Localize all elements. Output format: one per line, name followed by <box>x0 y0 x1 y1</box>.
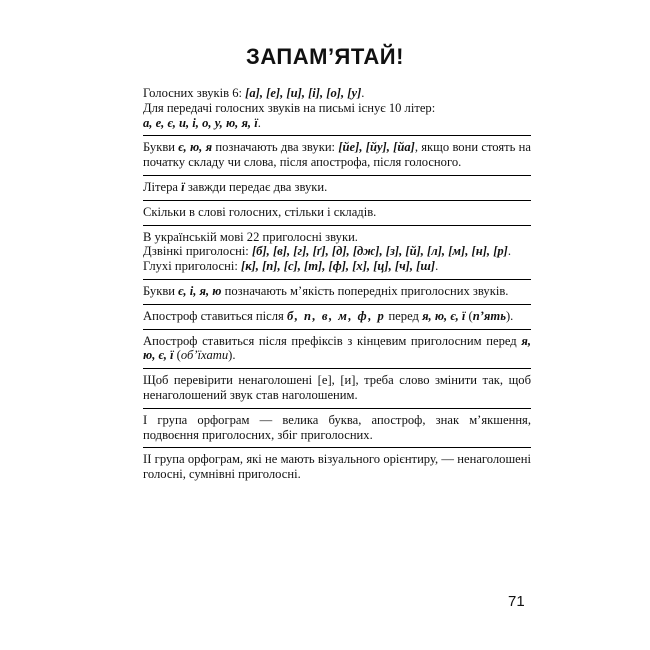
rule-emphasis: [йе], [йу], [йа] <box>338 140 415 155</box>
rule-block-consonants <box>143 226 531 280</box>
rule-emphasis: а, е, є, и, і, о, у, ю, я, ї <box>143 115 258 130</box>
rule-line <box>143 101 531 116</box>
rule-emphasis: я, ю, є, ї <box>422 308 466 323</box>
rule-example: об’їхати <box>180 348 229 363</box>
rule-block-orthogram-group-1 <box>143 409 531 449</box>
rule-emphasis: ї <box>181 179 185 194</box>
rule-text: І група орфограм — велика буква, апостроф, знак м’якшення, подвоєння приголосних, збіг приголосних. <box>143 412 531 442</box>
rule-block-apostrophe-letters <box>143 305 531 330</box>
rule-line <box>143 452 531 482</box>
rule-text: , якщо вони стоять на початку складу чи слова, після апострофа, після голосного. <box>143 140 531 170</box>
rule-text: . <box>507 244 512 259</box>
rule-text: позначають м’якість попередніх приголосних звуків. <box>221 283 509 298</box>
rule-text: Букви <box>143 283 179 298</box>
rule-emphasis: [к], [п], [с], [т], [ф], [х], [ц], [ч], [ш] <box>241 259 436 274</box>
rule-text: ІІ група орфограм, які не мають візуального орієнтиру, — ненаголошені голосні, сумнівні приголосні. <box>143 452 531 482</box>
rule-block-softness <box>143 280 531 305</box>
rule-text: перед <box>385 308 423 323</box>
rule-line <box>143 86 531 101</box>
rule-text: . <box>435 259 439 274</box>
rule-text: Дзвінкі приголосні: <box>143 244 252 259</box>
rule-text: Літера <box>143 179 182 194</box>
rule-emphasis: є, і, я, ю <box>178 283 222 298</box>
rule-text: завжди передає два звуки. <box>184 179 328 194</box>
rule-text: В українській мові 22 приголосні звуки. <box>143 229 358 244</box>
rule-line <box>143 140 531 170</box>
rule-block-two-sounds <box>143 136 531 176</box>
rule-block-unstressed <box>143 369 531 409</box>
rule-block-apostrophe-prefix <box>143 330 531 370</box>
rule-line <box>143 259 531 274</box>
rule-example: п’ять <box>472 308 506 323</box>
rule-text: ( <box>465 308 473 323</box>
rule-text: Апостроф ставиться після <box>143 308 287 323</box>
rule-emphasis: я, ю, є, ї <box>143 333 531 363</box>
rule-text: Скільки в слові голосних, стільки і складів. <box>143 204 377 219</box>
rule-block-letter-yi <box>143 176 531 201</box>
rule-block-orthogram-group-2 <box>143 448 531 487</box>
rule-emphasis: [б], [в], [г], [ґ], [д], [дж], [з], [й], [л], [м], [н], [р] <box>251 244 508 259</box>
rule-line <box>143 180 531 195</box>
rule-text: Щоб перевірити ненаголошені [е], [и], треба слово змінити так, щоб ненаголошений звук став наголошеним. <box>143 373 531 402</box>
rule-emphasis: б, п, в, м, ф, р <box>286 308 386 323</box>
rule-text: Букви <box>143 140 179 155</box>
rule-line <box>143 309 531 324</box>
rule-line <box>143 244 531 259</box>
rule-line <box>143 116 531 131</box>
page-number: 71 <box>508 593 525 610</box>
rule-text: . <box>361 86 365 100</box>
rule-text: позначають два звуки: <box>212 140 339 155</box>
rule-text: ( <box>173 348 181 363</box>
rule-text: . <box>257 115 261 130</box>
rule-line <box>143 284 531 299</box>
rule-text: Для передачі голосних звуків на письмі існує 10 літер: <box>143 100 436 115</box>
rule-line <box>143 413 531 443</box>
rule-line <box>143 373 531 403</box>
rule-emphasis: є, ю, я <box>178 140 213 155</box>
rule-emphasis: [а], [е], [и], [і], [о], [у] <box>245 86 362 100</box>
page-title: ЗАПАМ’ЯТАЙ! <box>246 44 404 69</box>
rule-line <box>143 205 531 220</box>
rule-text: ). <box>228 348 236 363</box>
rule-text: Глухі приголосні: <box>143 259 241 274</box>
rule-text: Апостроф ставиться після префіксів з кінцевим приголосним перед <box>143 333 522 348</box>
rules-list <box>143 82 531 487</box>
rule-text: Голосних звуків 6: <box>143 86 246 100</box>
rule-text: ). <box>505 308 514 323</box>
rule-line <box>143 334 531 364</box>
rule-block-vowels <box>143 82 531 136</box>
rule-block-syllables <box>143 201 531 226</box>
rule-line <box>143 230 531 245</box>
